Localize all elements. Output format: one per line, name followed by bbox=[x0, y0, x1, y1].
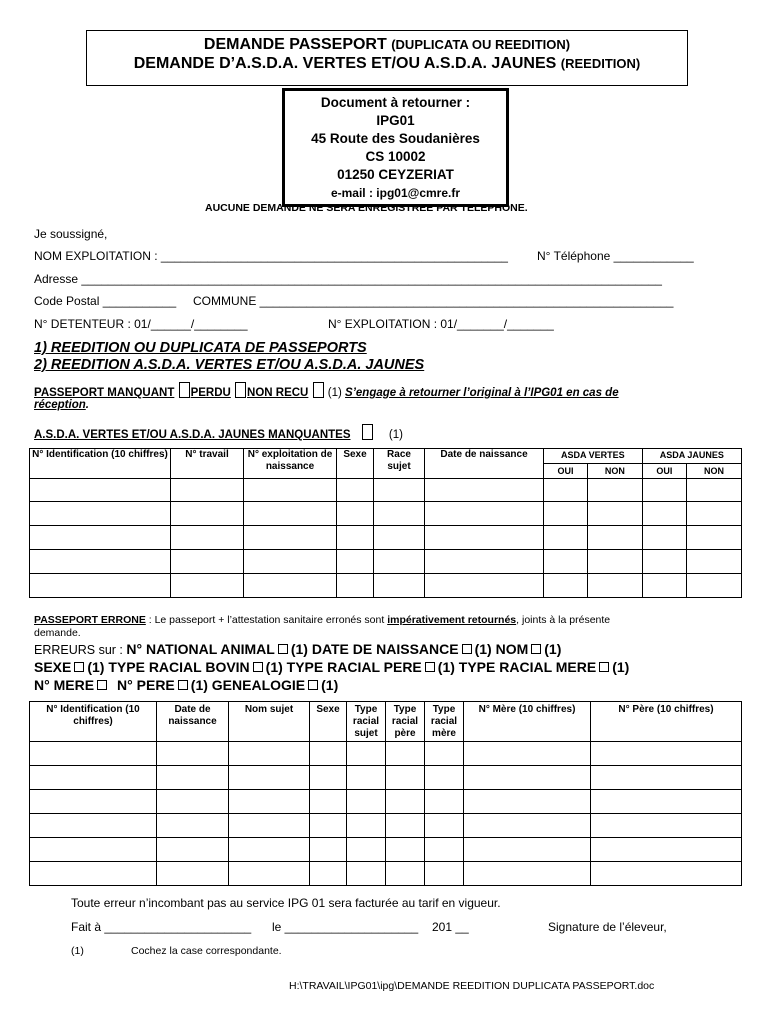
t1-header-jaunes-non: NON bbox=[687, 464, 742, 479]
nom-exploitation-field[interactable]: NOM EXPLOITATION : ____________________________________________________ bbox=[34, 249, 508, 263]
table-row[interactable] bbox=[30, 790, 742, 814]
checkbox-n-mere[interactable] bbox=[97, 680, 107, 690]
address-line-3: 45 Route des Soudanières bbox=[311, 131, 480, 146]
errone-imperatif: impérativement retournés bbox=[387, 614, 517, 626]
detenteur-field[interactable]: N° DETENTEUR : 01/______/________ bbox=[34, 317, 248, 331]
perdu-label: PERDU bbox=[190, 387, 231, 399]
table-row[interactable] bbox=[30, 479, 742, 502]
footnote-text: Cochez la case correspondante. bbox=[131, 945, 282, 957]
table-row[interactable] bbox=[30, 862, 742, 886]
checkbox-type-racial-pere[interactable] bbox=[425, 662, 435, 672]
err-type-racial-bovin: (1) TYPE RACIAL BOVIN bbox=[87, 659, 250, 675]
return-address-box bbox=[282, 88, 509, 207]
checkbox-perdu[interactable] bbox=[235, 382, 246, 398]
t2-header-type-racial-sujet: Type racial sujet bbox=[347, 702, 386, 742]
commune-field[interactable]: COMMUNE ______________________________________________________________ bbox=[193, 294, 674, 308]
err-date-naissance: (1) DATE DE NAISSANCE bbox=[290, 641, 459, 657]
checkbox-date-naissance[interactable] bbox=[462, 644, 472, 654]
address-line-1: Document à retourner : bbox=[320, 95, 471, 110]
facturation-notice: Toute erreur n’incombant pas au service IPG 01 sera facturée au tarif en vigueur. bbox=[71, 896, 501, 910]
table-row[interactable] bbox=[30, 766, 742, 790]
t1-header-vertes-oui: OUI bbox=[544, 464, 588, 479]
address-email: e-mail : ipg01@cmre.fr bbox=[330, 186, 461, 200]
errone-text-3: demande. bbox=[34, 627, 81, 639]
err-sexe: SEXE bbox=[34, 659, 72, 675]
table-row[interactable] bbox=[30, 814, 742, 838]
checkbox-n-pere[interactable] bbox=[178, 680, 188, 690]
address-line-4: CS 10002 bbox=[365, 149, 426, 164]
t1-header-asda-jaunes: ASDA JAUNES bbox=[642, 449, 741, 464]
table-row[interactable] bbox=[30, 550, 742, 574]
adresse-field[interactable]: Adresse _______________________________________________________________________________________ bbox=[34, 272, 662, 286]
title-box bbox=[86, 30, 688, 86]
err-nom: (1) NOM bbox=[474, 641, 529, 657]
err-type-racial-mere-note: (1) bbox=[612, 659, 630, 675]
reception-line: réception. bbox=[34, 399, 89, 411]
manquant-note-ref: (1) bbox=[327, 387, 342, 399]
soussigne-label: Je soussigné, bbox=[34, 227, 108, 241]
erreurs-line-1 bbox=[34, 640, 754, 659]
passeport-manquant-line bbox=[34, 382, 734, 401]
asda-note-ref: (1) bbox=[388, 429, 403, 441]
t1-header-identification: N° Identification (10 chiffres) bbox=[30, 449, 171, 479]
table-row[interactable] bbox=[30, 838, 742, 862]
table-row[interactable] bbox=[30, 502, 742, 526]
err-type-racial-mere: (1) TYPE RACIAL MERE bbox=[437, 659, 597, 675]
t1-header-date-naissance: Date de naissance bbox=[425, 449, 544, 479]
engage-text: S’engage à retourner l’original à l’IPG01 en cas de bbox=[345, 387, 619, 399]
passeport-errone-text bbox=[34, 614, 734, 640]
t2-header-identification: N° Identification (10 chiffres) bbox=[30, 702, 157, 742]
footnote-ref: (1) bbox=[71, 945, 84, 957]
t1-header-vertes-non: NON bbox=[588, 464, 642, 479]
errone-table bbox=[29, 701, 742, 886]
checkbox-asda-manquantes[interactable] bbox=[362, 424, 373, 440]
checkbox-nom[interactable] bbox=[531, 644, 541, 654]
asda-manquantes-line bbox=[34, 424, 403, 441]
checkbox-genealogie[interactable] bbox=[308, 680, 318, 690]
manquant-table bbox=[29, 448, 742, 598]
checkbox-national-animal[interactable] bbox=[278, 644, 288, 654]
t2-header-nom-sujet: Nom sujet bbox=[229, 702, 310, 742]
telephone-field[interactable]: N° Téléphone ____________ bbox=[537, 249, 694, 263]
t2-header-sexe: Sexe bbox=[310, 702, 347, 742]
checkbox-sexe[interactable] bbox=[74, 662, 84, 672]
non-recu-label: NON RECU bbox=[247, 387, 309, 399]
t2-header-type-racial-mere: Type racial mère bbox=[425, 702, 464, 742]
title-sub-2: (REEDITION) bbox=[560, 56, 641, 71]
err-genealogie-note: (1) bbox=[321, 677, 339, 693]
t1-header-sexe: Sexe bbox=[337, 449, 374, 479]
address-line-5: 01250 CEYZERIAT bbox=[337, 167, 454, 182]
checkbox-manquant[interactable] bbox=[179, 382, 190, 398]
date-field[interactable]: le ____________________ bbox=[272, 920, 419, 934]
errone-text-1: : Le passeport + l’attestation sanitaire erronés sont bbox=[145, 614, 388, 626]
table-row[interactable] bbox=[30, 526, 742, 550]
t1-header-race: Race sujet bbox=[374, 449, 425, 479]
asda-manquantes-label: A.S.D.A. VERTES ET/OU A.S.D.A. JAUNES MANQUANTES bbox=[34, 429, 351, 441]
signature-label: Signature de l’éleveur, bbox=[548, 920, 667, 934]
t2-header-date-naissance: Date de naissance bbox=[157, 702, 229, 742]
exploitation-field[interactable]: N° EXPLOITATION : 01/_______/_______ bbox=[328, 317, 554, 331]
erreurs-line-3 bbox=[34, 676, 754, 694]
err-n-pere: N° PERE bbox=[117, 677, 175, 693]
file-path: H:\TRAVAIL\IPG01\ipg\DEMANDE REEDITION DUPLICATA PASSEPORT.doc bbox=[289, 980, 655, 992]
section-2-heading: 2) REEDITION A.S.D.A. VERTES ET/OU A.S.D.A. JAUNES bbox=[34, 357, 425, 373]
t2-header-n-mere: N° Mère (10 chiffres) bbox=[464, 702, 591, 742]
manquant-label: PASSEPORT MANQUANT bbox=[34, 387, 175, 399]
checkbox-non-recu[interactable] bbox=[313, 382, 324, 398]
checkbox-type-racial-bovin[interactable] bbox=[253, 662, 263, 672]
t1-header-jaunes-oui: OUI bbox=[642, 464, 686, 479]
erreurs-sur-label: ERREURS sur : bbox=[34, 643, 127, 657]
year-field[interactable]: 201 __ bbox=[432, 920, 469, 934]
errone-text-2: , joints à la présente bbox=[516, 614, 611, 626]
err-genealogie: (1) GENEALOGIE bbox=[190, 677, 306, 693]
t2-header-type-racial-pere: Type racial père bbox=[386, 702, 425, 742]
errone-label: PASSEPORT ERRONE bbox=[34, 614, 146, 626]
err-national-animal: N° NATIONAL ANIMAL bbox=[126, 641, 275, 657]
table-row[interactable] bbox=[30, 574, 742, 598]
t1-header-travail: N° travail bbox=[171, 449, 244, 479]
err-nom-note: (1) bbox=[544, 641, 562, 657]
checkbox-type-racial-mere[interactable] bbox=[599, 662, 609, 672]
title-main-2: DEMANDE D’A.S.D.A. VERTES ET/OU A.S.D.A. JAUNES bbox=[133, 55, 557, 72]
err-n-mere: N° MERE bbox=[34, 677, 95, 693]
erreurs-line-2 bbox=[34, 658, 754, 676]
title-main-1: DEMANDE PASSEPORT bbox=[203, 36, 387, 53]
t2-header-n-pere: N° Père (10 chiffres) bbox=[591, 702, 742, 742]
section-1-heading: 1) REEDITION OU DUPLICATA DE PASSEPORTS bbox=[34, 340, 367, 356]
reception-text: réception bbox=[34, 399, 86, 411]
fait-a-field[interactable]: Fait à ______________________ bbox=[71, 920, 252, 934]
t1-header-asda-vertes: ASDA VERTES bbox=[544, 449, 643, 464]
table-row[interactable] bbox=[30, 742, 742, 766]
address-line-2: IPG01 bbox=[376, 113, 415, 128]
title-sub-1: (DUPLICATA OU REEDITION) bbox=[391, 37, 571, 52]
phone-notice: AUCUNE DEMANDE NE SERA ENREGISTREE PAR TELEPHONE. bbox=[205, 202, 528, 214]
code-postal-field[interactable]: Code Postal ___________ bbox=[34, 294, 177, 308]
t1-header-exploitation: N° exploitation de naissance bbox=[244, 449, 337, 479]
err-type-racial-pere: (1) TYPE RACIAL PERE bbox=[265, 659, 422, 675]
